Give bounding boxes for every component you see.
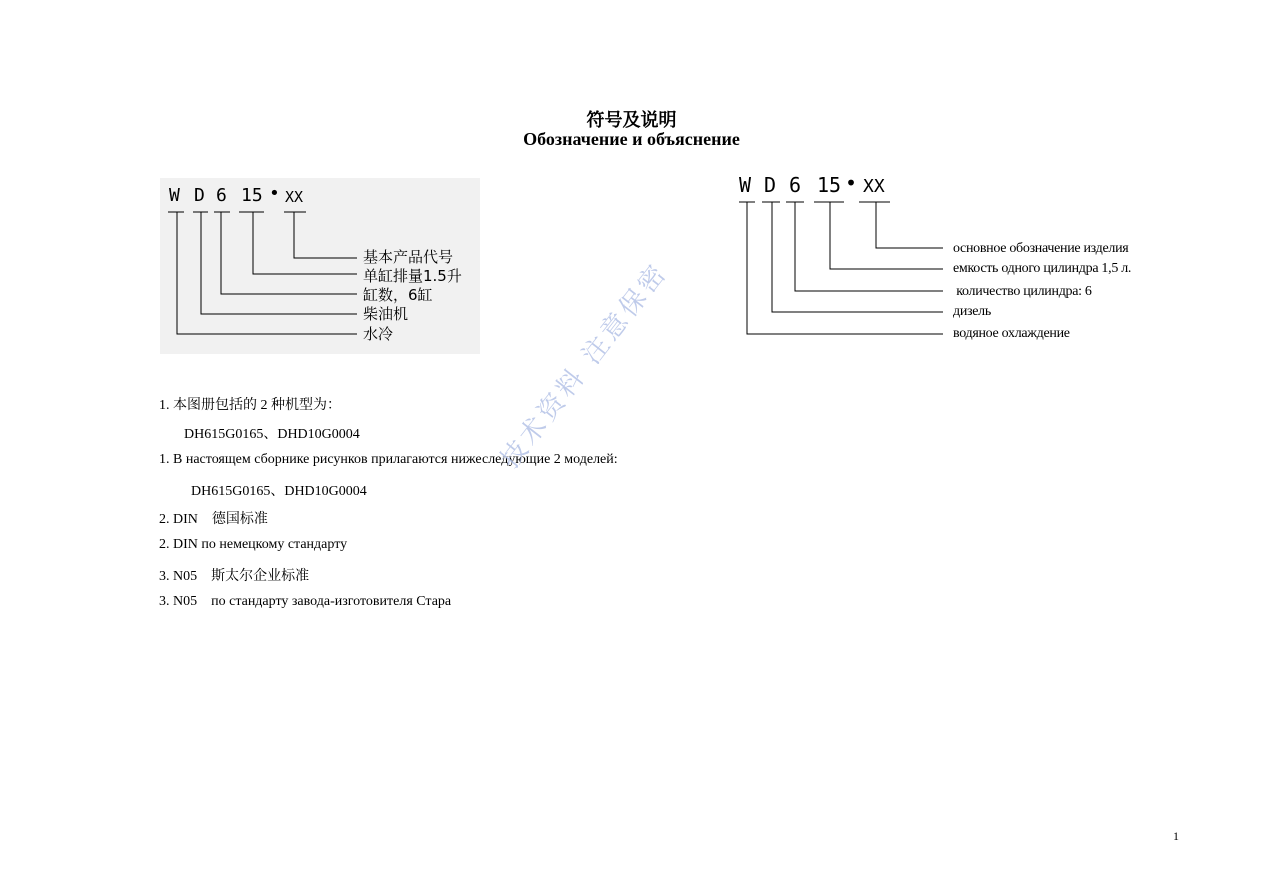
code-letter-w: W xyxy=(169,185,180,206)
code-suffix-xx: XX xyxy=(285,188,304,206)
confidential-watermark: 技术资料 注意保密 xyxy=(495,257,675,475)
designation-diagram-russian xyxy=(735,171,1165,348)
designation-diagram-chinese xyxy=(160,178,480,354)
code-dot: • xyxy=(845,171,858,195)
code-letter-w: W xyxy=(739,173,752,197)
code-suffix-xx: XX xyxy=(863,176,885,197)
page-number: 1 xyxy=(1173,829,1179,843)
page-title-russian: Обозначение и объяснение xyxy=(523,129,740,149)
label-base-product-code: основное обозначение изделия xyxy=(953,241,1129,256)
label-cylinder-displacement: 单缸排量1.5升 xyxy=(363,267,462,285)
note-n05-russian: 3. N05 по стандарту завода-изготовителя Стара xyxy=(159,594,452,609)
note-din-chinese: 2. DIN 德国标准 xyxy=(159,512,268,527)
page-title-chinese: 符号及说明 xyxy=(586,110,677,130)
label-cylinder-count: 缸数，6缸 xyxy=(363,286,433,304)
code-displacement: 15 xyxy=(817,173,842,197)
label-diesel-engine: 柴油机 xyxy=(363,305,409,323)
label-water-cooled: 水冷 xyxy=(363,325,394,343)
note-models-russian: 1. В настоящем сборнике рисунков прилагаются нижеследующие 2 моделей: xyxy=(159,452,618,467)
code-dot: • xyxy=(269,183,280,204)
note-din-russian: 2. DIN по немецкому стандарту xyxy=(159,537,348,552)
note-model-list: DH615G0165、DHD10G0004 xyxy=(184,427,360,442)
code-digit-cylinders: 6 xyxy=(789,173,802,197)
note-n05-chinese: 3. N05 斯太尔企业标准 xyxy=(159,569,310,584)
code-displacement: 15 xyxy=(241,185,263,206)
connector-lines xyxy=(160,178,480,354)
code-letter-d: D xyxy=(194,185,205,206)
label-base-product-code: 基本产品代号 xyxy=(363,248,454,266)
label-cylinder-displacement: емкость одного цилиндра 1,5 л. xyxy=(953,261,1132,276)
note-model-list: DH615G0165、DHD10G0004 xyxy=(191,484,367,499)
note-models-chinese: 1. 本图册包括的 2 种机型为： xyxy=(159,398,341,413)
code-letter-d: D xyxy=(764,173,777,197)
label-water-cooled: водяное охлаждение xyxy=(953,326,1070,341)
label-cylinder-count: количество цилиндра: 6 xyxy=(953,284,1092,299)
code-digit-cylinders: 6 xyxy=(216,185,227,206)
label-diesel-engine: дизель xyxy=(953,304,991,319)
